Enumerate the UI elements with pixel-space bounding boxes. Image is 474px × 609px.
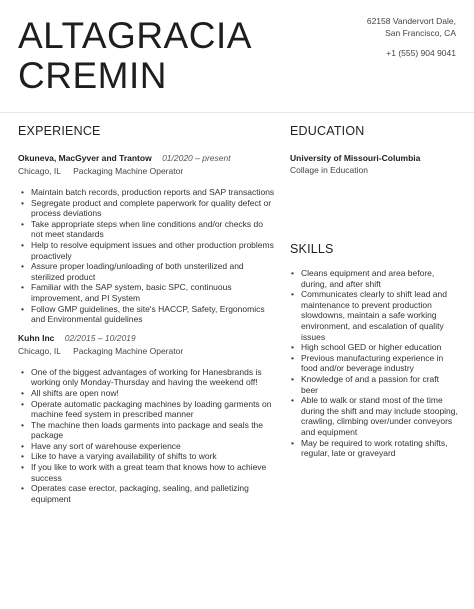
- header-divider: [0, 112, 474, 113]
- list-item: • Like to have a varying availability of shifts to work: [18, 451, 276, 462]
- candidate-name: [18, 16, 252, 96]
- list-item: • All shifts are open now!: [18, 388, 276, 399]
- last-name: CREMIN: [18, 55, 167, 96]
- job-location: Chicago, IL: [18, 166, 61, 176]
- job-duties-list: [18, 187, 276, 325]
- list-item: • Have any sort of warehouse experience: [18, 441, 276, 452]
- list-item: • Segregate product and complete paperwork for quality defect or process deviations: [18, 198, 276, 219]
- list-item: • Maintain batch records, production reports and SAP transactions: [18, 187, 276, 198]
- list-item: • The machine then loads garments into package and seals the package: [18, 420, 276, 441]
- list-item: • Cleans equipment and area before, during, and after shift: [290, 268, 458, 289]
- list-item: • Assure proper loading/unloading of both unsterilized and sterilized product: [18, 261, 276, 282]
- degree-name: Collage in Education: [290, 165, 368, 175]
- sidebar-column: [290, 124, 458, 459]
- list-item: • Help to resolve equipment issues and other production problems proactively: [18, 240, 276, 261]
- list-item: • Able to walk or stand most of the time during the shift and may include stooping, crawling, climbing over/under conveyors and equipment: [290, 395, 458, 437]
- address-line-2: San Francisco, CA: [385, 27, 456, 38]
- job-dates: 01/2020 – present: [162, 153, 231, 163]
- job-entry: [18, 153, 276, 325]
- list-item: • Operate automatic packaging machines by loading garments on machine feed system in prescribed manner: [18, 399, 276, 420]
- list-item: • May be required to work rotating shifts, regular, late or graveyard: [290, 438, 458, 459]
- list-item: • Communicates clearly to shift lead and maintenance to prevent production slowdowns, maintain a safe working environment, and escalation of quality issues: [290, 289, 458, 342]
- education-section: [290, 124, 458, 176]
- list-item: • High school GED or higher education: [290, 342, 458, 353]
- job-company: Okuneva, MacGyver and Trantow: [18, 153, 152, 163]
- job-location: Chicago, IL: [18, 345, 61, 356]
- job-dates: 02/2015 – 10/2019: [64, 332, 136, 343]
- job-company: Kuhn Inc: [18, 332, 55, 343]
- list-item: • One of the biggest advantages of working for Hanesbrands is working only Monday-Thursday and having the weekend off!: [18, 367, 276, 388]
- list-item: • If you like to work with a great team that knows how to achieve success: [18, 462, 276, 483]
- address-line-1: 62158 Vandervort Dale,: [366, 16, 456, 26]
- skills-list: [290, 268, 458, 459]
- school-name: University of Missouri-Columbia: [290, 153, 421, 163]
- skills-section: [290, 242, 458, 459]
- job-duties-list: [18, 367, 276, 505]
- skills-heading: SKILLS: [290, 242, 334, 256]
- contact-info: [367, 16, 456, 60]
- list-item: • Familiar with the SAP system, basic SPC, continuous improvement, and PI System: [18, 282, 276, 303]
- list-item: • Knowledge of and a passion for craft beer: [290, 374, 458, 395]
- job-entry: [18, 333, 276, 505]
- list-item: • Operates case erector, packaging, sealing, and palletizing equipment: [18, 483, 276, 504]
- experience-heading: EXPERIENCE: [18, 124, 101, 138]
- list-item: • Take appropriate steps when line conditions and/or checks do not meet standards: [18, 219, 276, 240]
- education-heading: EDUCATION: [290, 124, 365, 138]
- experience-section: [18, 124, 276, 504]
- job-role: Packaging Machine Operator: [73, 345, 184, 356]
- phone-number: +1 (555) 904 9041: [386, 48, 456, 58]
- list-item: • Follow GMP guidelines, the site's HACCP, Safety, Ergonomics and Environmental guidelines: [18, 304, 276, 325]
- list-item: • Previous manufacturing experience in food and/or beverage industry: [290, 353, 458, 374]
- job-role: Packaging Machine Operator: [73, 166, 184, 176]
- first-name: ALTAGRACIA: [18, 15, 252, 56]
